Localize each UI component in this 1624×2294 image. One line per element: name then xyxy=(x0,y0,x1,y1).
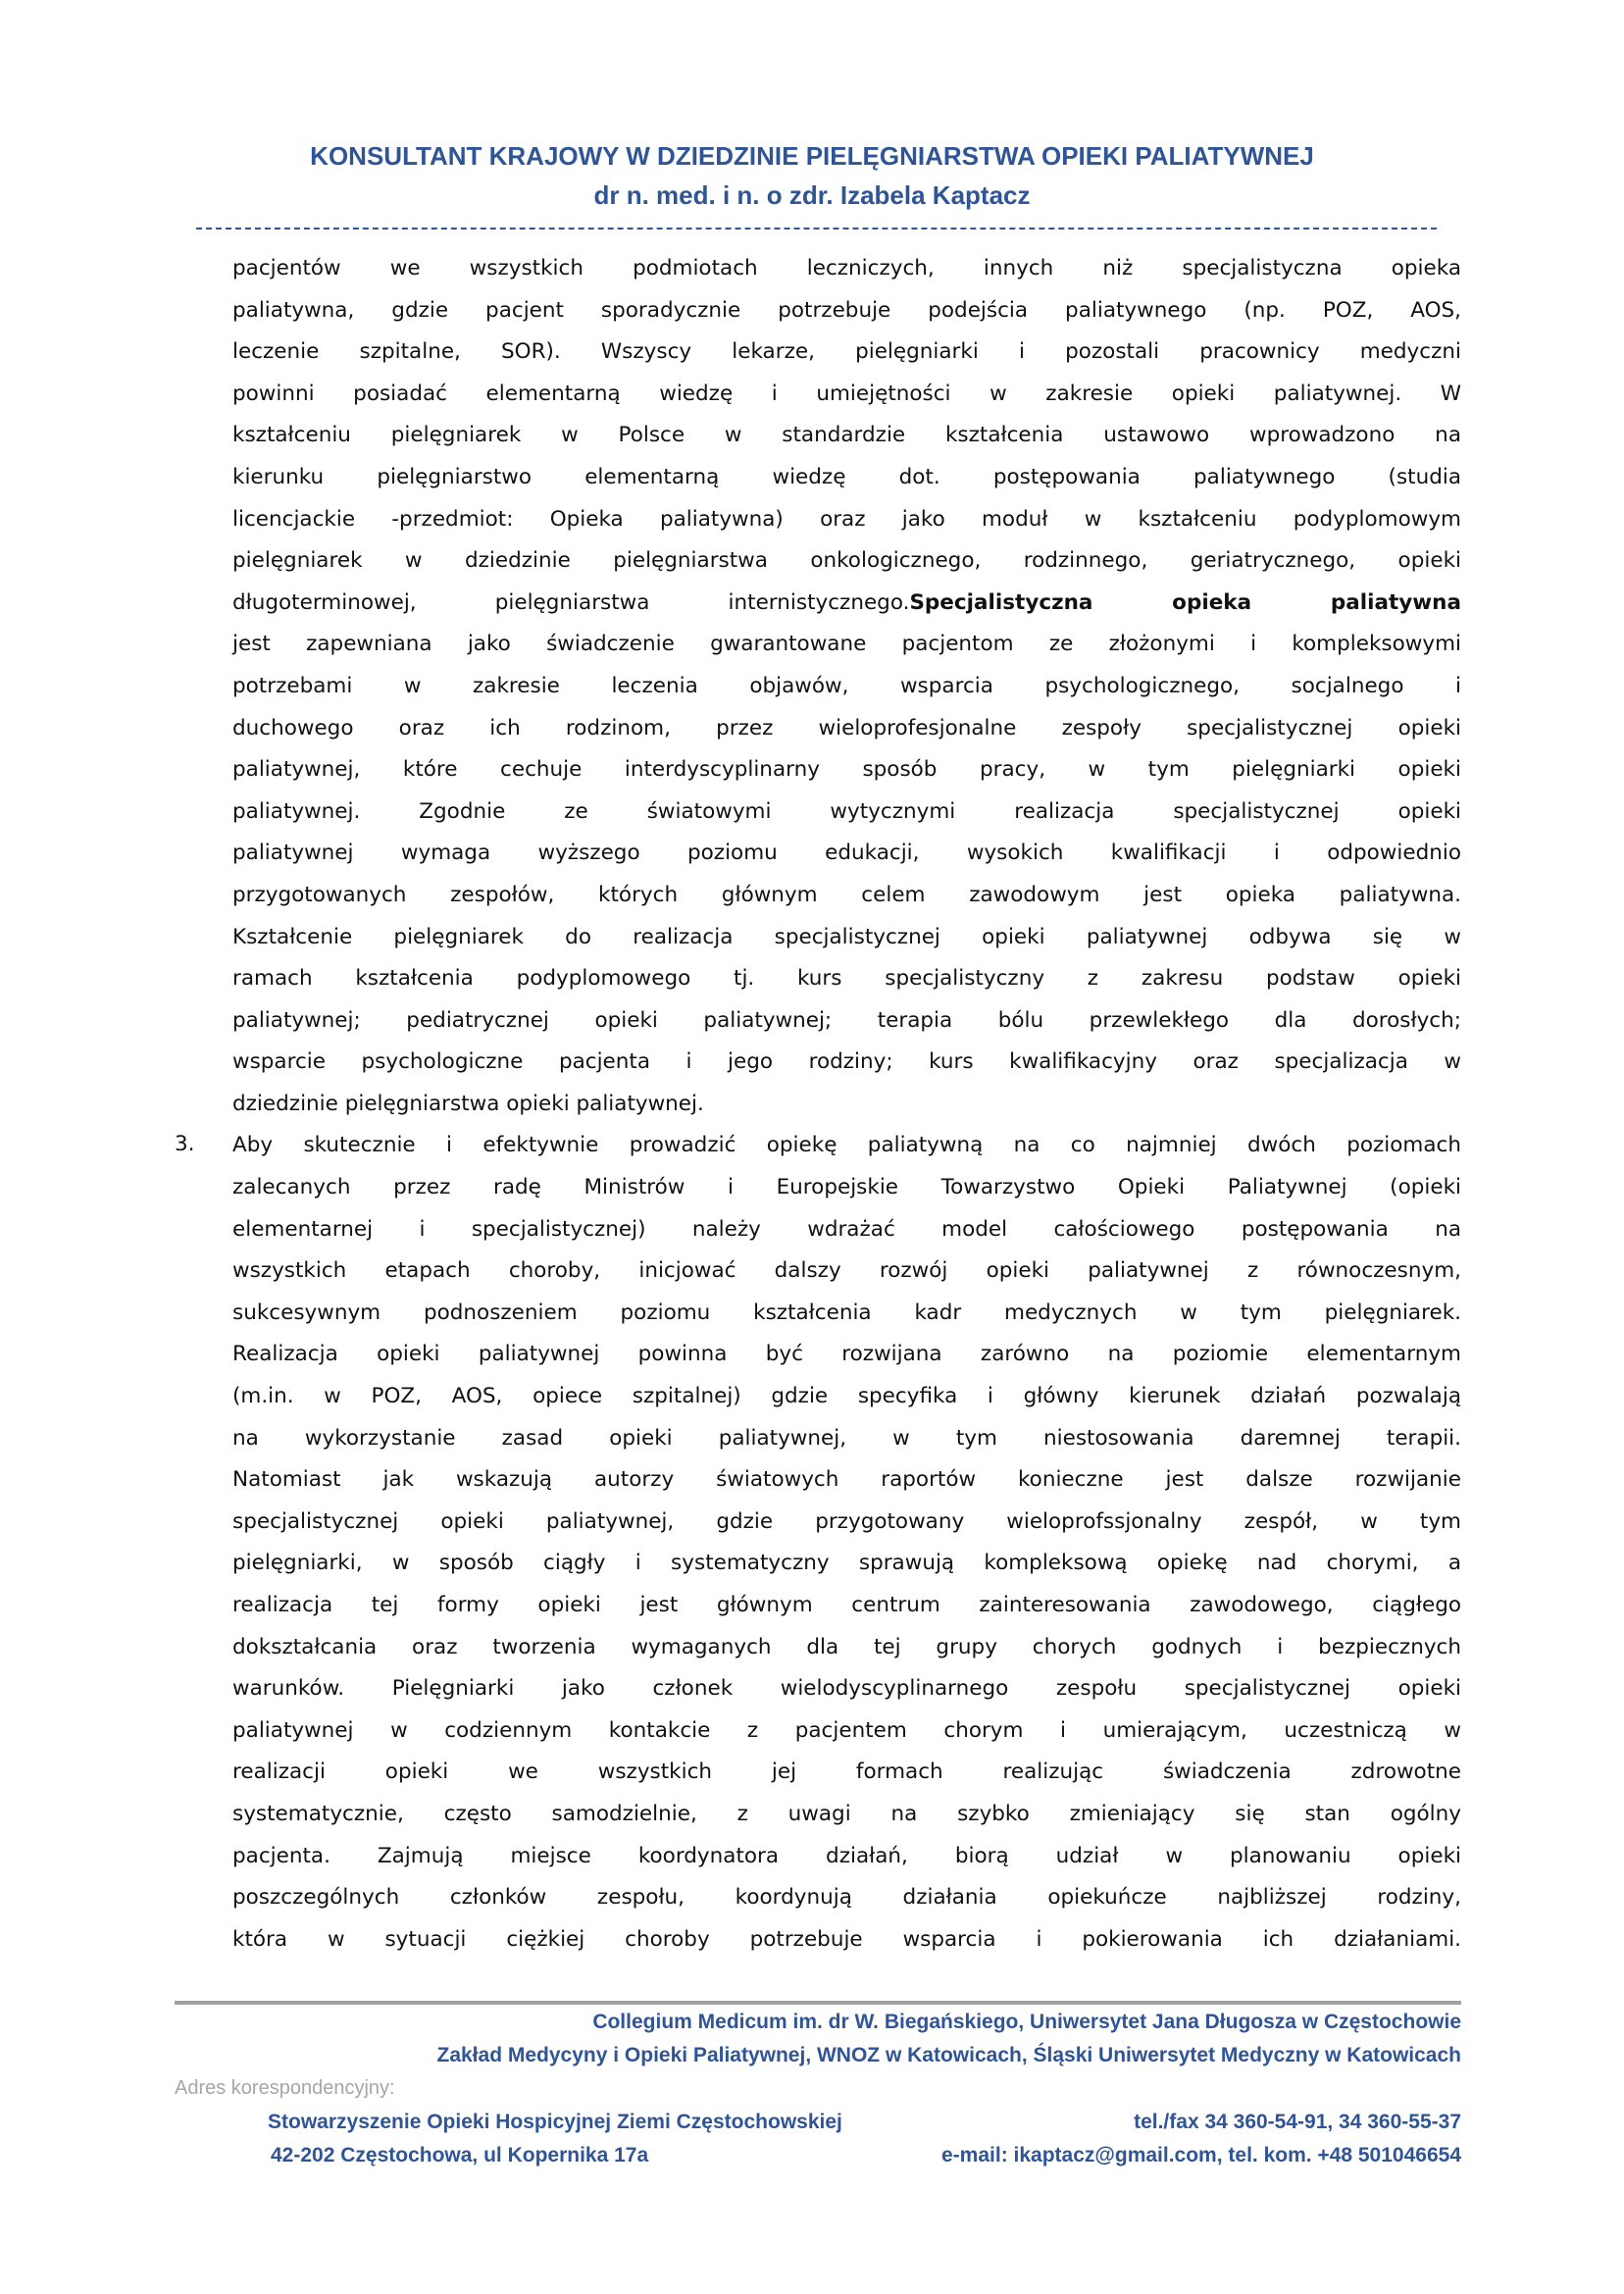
footer-address: 42-202 Częstochowa, ul Kopernika 17a xyxy=(271,2144,649,2167)
text-line: dokształcania oraz tworzenia wymaganych dla tej grupy chorych godnych i bezpiecznych xyxy=(232,1634,1461,1659)
text-line: paliatywnej. Zgodnie ze światowymi wytycznymi realizacja specjalistycznej opieki xyxy=(232,798,1461,824)
text-line: Realizacja opieki paliatywnej powinna być rozwijana zarówno na poziomie elementarnym xyxy=(232,1342,1461,1367)
text-line: dziedzinie pielęgniarstwa opieki paliatywnej. xyxy=(232,1091,704,1116)
footer-institution-1: Collegium Medicum im. dr W. Biegańskiego, Uniwersytet Jana Długosza w Częstochowie xyxy=(592,2011,1461,2033)
text-line: wszystkich etapach choroby, inicjować dalszy rozwój opieki paliatywnej z równoczesnym, xyxy=(232,1258,1461,1284)
text-line: warunków. Pielęgniarki jako członek wielodyscyplinarnego zespołu specjalistycznej opieki xyxy=(232,1676,1461,1702)
document-body xyxy=(232,248,1461,1961)
text-line: pielęgniarek w dziedzinie pielęgniarstwa onkologicznego, rodzinnego, geriatrycznego, opieki xyxy=(232,548,1461,574)
text-line: paliatywnej w codziennym kontakcie z pacjentem chorym i umierającym, uczestniczą w xyxy=(232,1717,1461,1743)
bold-text-segment: Specjalistyczna opieka paliatywna xyxy=(909,589,1461,615)
text-line: Kształcenie pielęgniarek do realizacja specjalistycznej opieki paliatywnej odbywa się w xyxy=(232,924,1461,949)
footer-address-label: Adres korespondencyjny: xyxy=(175,2077,395,2099)
header-subtitle: dr n. med. i n. o zdr. Izabela Kaptacz xyxy=(593,180,1031,210)
footer-institution-2: Zakład Medycyny i Opieki Paliatywnej, WNOZ w Katowicach, Śląski Uniwersytet Medyczny w Katowicach xyxy=(436,2044,1461,2066)
text-line: ramach kształcenia podyplomowego tj. kurs specjalistyczny z zakresu podstaw opieki xyxy=(232,966,1461,992)
text-line: duchowego oraz ich rodzinom, przez wieloprofesjonalne zespoły specjalistycznej opieki xyxy=(232,715,1461,740)
text-line: pielęgniarki, w sposób ciągły i systematyczny sprawują kompleksową opiekę nad chorymi, a xyxy=(232,1551,1461,1576)
text-line: paliatywnej; pediatrycznej opieki paliatywnej; terapia bólu przewlekłego dla dorosłych; xyxy=(232,1007,1461,1033)
text-line: paliatywnej, które cechuje interdyscyplinarny sposób pracy, w tym pielęgniarki opieki xyxy=(232,757,1461,783)
text-line: na wykorzystanie zasad opieki paliatywnej, w tym niestosowania daremnej terapii. xyxy=(232,1425,1461,1451)
text-line: wsparcie psychologiczne pacjenta i jego rodziny; kurs kwalifikacyjny oraz specjalizacja w xyxy=(232,1049,1461,1075)
list-item-number: 3. xyxy=(175,1132,195,1156)
text-line: która w sytuacji ciężkiej choroby potrzebuje wsparcia i pokierowania ich działaniami. xyxy=(232,1926,1461,1952)
text-line: kierunku pielęgniarstwo elementarną wiedzę dot. postępowania paliatywnego (studia xyxy=(232,464,1461,489)
text-line: Aby skutecznie i efektywnie prowadzić opiekę paliatywną na co najmniej dwóch poziomach xyxy=(232,1133,1461,1158)
text-line: pacjenta. Zajmują miejsce koordynatora działań, biorą udział w planowaniu opieki xyxy=(232,1843,1461,1868)
text-line: zalecanych przez radę Ministrów i Europejskie Towarzystwo Opieki Paliatywnej (opieki xyxy=(232,1175,1461,1200)
text-line: Natomiast jak wskazują autorzy światowych raportów konieczne jest dalsze rozwijanie xyxy=(232,1467,1461,1493)
text-line: potrzebami w zakresie leczenia objawów, wsparcia psychologicznego, socjalnego i xyxy=(232,673,1461,698)
text-line: (m.in. w POZ, AOS, opiece szpitalnej) gdzie specyfika i główny kierunek działań pozwalają xyxy=(232,1384,1461,1409)
text-line: licencjackie -przedmiot: Opieka paliatywna) oraz jako moduł w kształceniu podyplomowym xyxy=(232,506,1461,532)
footer-org-name: Stowarzyszenie Opieki Hospicyjnej Ziemi Częstochowskiej xyxy=(268,2111,842,2133)
text-line: poszczególnych członków zespołu, koordynują działania opiekuńcze najbliższej rodziny, xyxy=(232,1885,1461,1911)
text-line xyxy=(232,583,1461,625)
text-line: jest zapewniana jako świadczenie gwarantowane pacjentom ze złożonymi i kompleksowymi xyxy=(232,632,1461,657)
text-line: sukcesywnym podnoszeniem poziomu kształcenia kadr medycznych w tym pielęgniarek. xyxy=(232,1300,1461,1325)
footer-divider xyxy=(175,2001,1461,2005)
footer-contact: e-mail: ikaptacz@gmail.com, tel. kom. +48 501046654 xyxy=(941,2144,1461,2167)
text-segment: długoterminowej, pielęgniarstwa internistycznego. xyxy=(232,589,910,615)
text-line: realizacja tej formy opieki jest głównym centrum zainteresowania zawodowego, ciągłego xyxy=(232,1593,1461,1617)
text-line: pacjentów we wszystkich podmiotach leczniczych, innych niż specjalistyczna opieka xyxy=(232,256,1461,280)
text-line: paliatywna, gdzie pacjent sporadycznie potrzebuje podejścia paliatywnego (np. POZ, AOS, xyxy=(232,297,1461,323)
text-line: powinni posiadać elementarną wiedzę i umiejętności w zakresie opieki paliatywnej. W xyxy=(232,381,1461,406)
text-line: kształceniu pielęgniarek w Polsce w standardzie kształcenia ustawowo wprowadzono na xyxy=(232,423,1461,448)
text-line: paliatywnej wymaga wyższego poziomu edukacji, wysokich kwalifikacji i odpowiednio xyxy=(232,841,1461,866)
text-line: przygotowanych zespołów, których głównym celem zawodowym jest opieka paliatywna. xyxy=(232,882,1461,907)
text-line: specjalistycznej opieki paliatywnej, gdzie przygotowany wieloprofssjonalny zespół, w tym xyxy=(232,1508,1461,1534)
footer-phone-fax: tel./fax 34 360-54-91, 34 360-55-37 xyxy=(1134,2111,1461,2133)
header-title: KONSULTANT KRAJOWY W DZIEDZINIE PIELĘGNIARSTWA OPIEKI PALIATYWNEJ xyxy=(310,141,1314,171)
text-line: elementarnej i specjalistycznej) należy wdrażać model całościowego postępowania na xyxy=(232,1216,1461,1242)
text-line: systematycznie, często samodzielnie, z uwagi na szybko zmieniający się stan ogólny xyxy=(232,1801,1461,1826)
text-line: leczenie szpitalne, SOR). Wszyscy lekarze, pielęgniarki i pozostali pracownicy medyczni xyxy=(232,339,1461,365)
text-line: realizacji opieki we wszystkich jej formach realizując świadczenia zdrowotne xyxy=(232,1759,1461,1785)
header-divider xyxy=(196,228,1437,229)
